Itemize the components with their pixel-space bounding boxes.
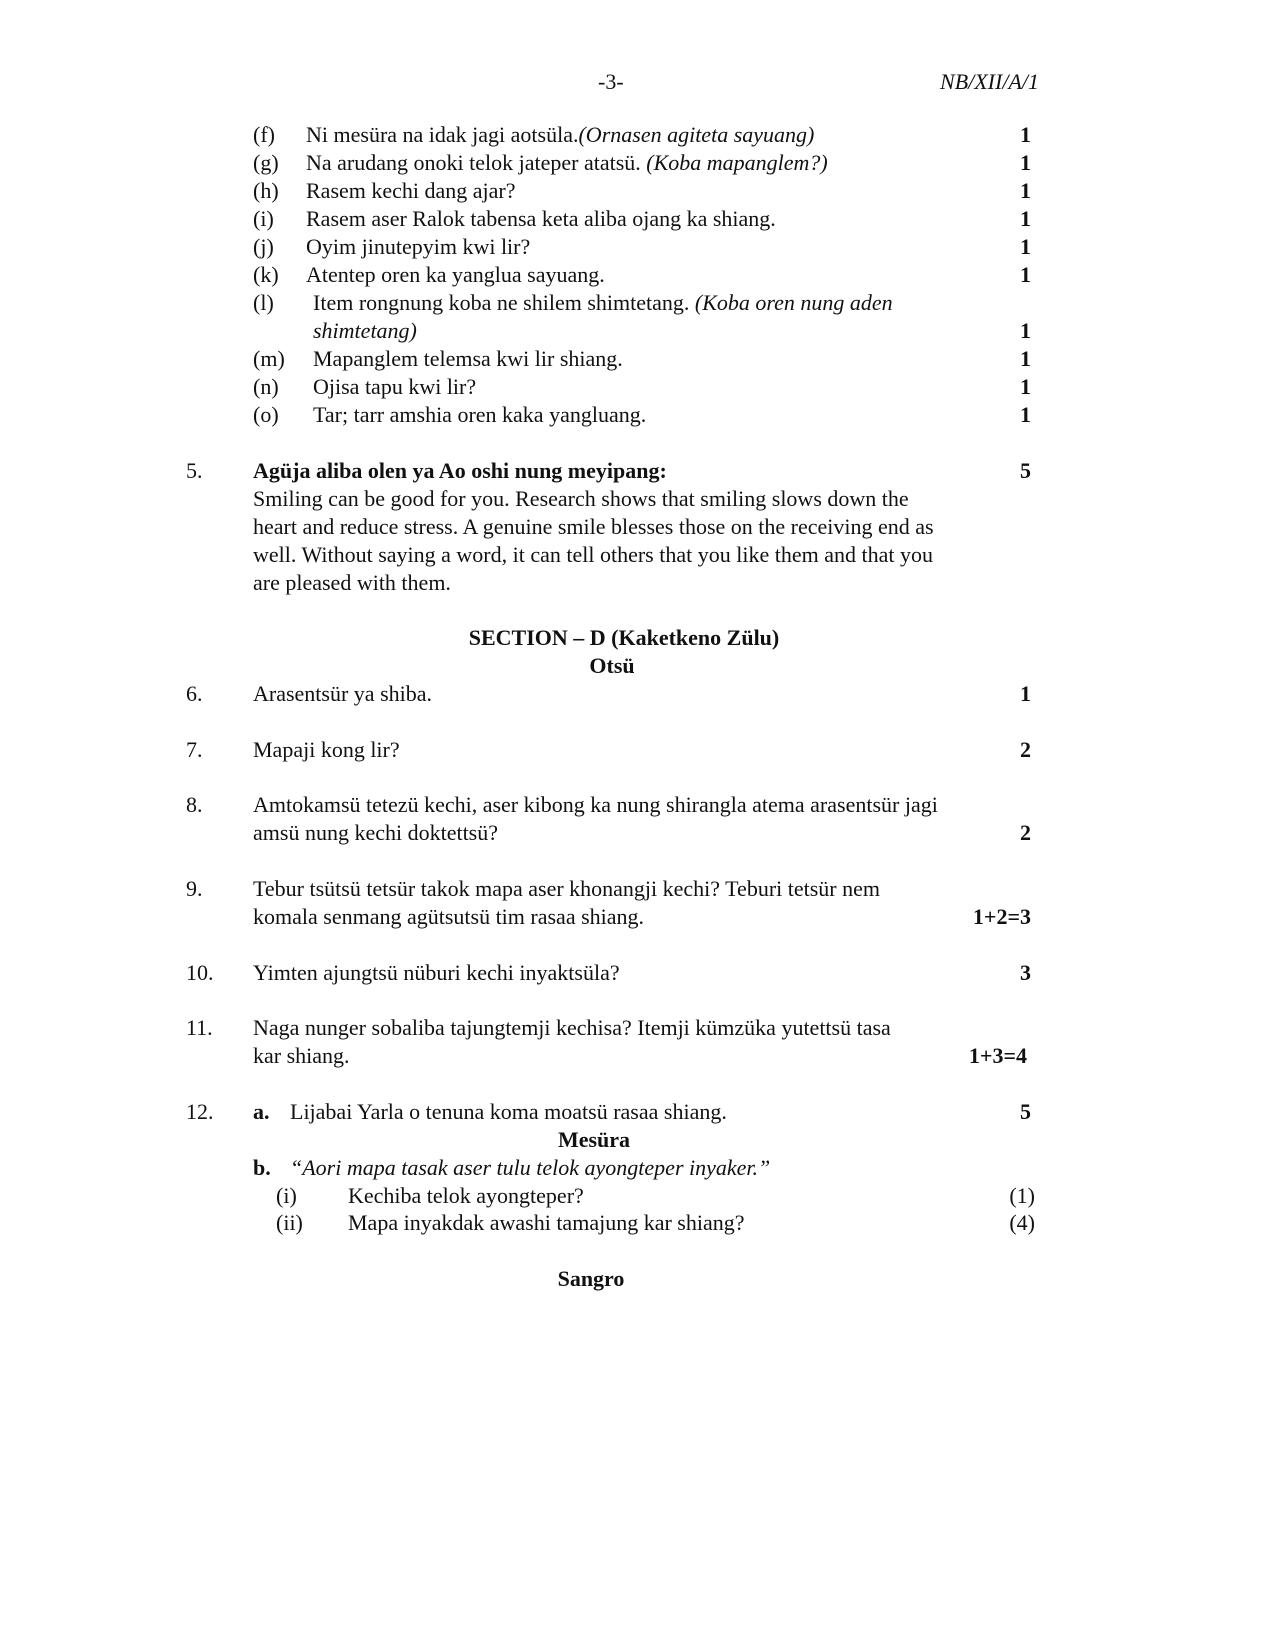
mark: 1 <box>1020 234 1031 259</box>
sub-item-text <box>306 121 814 149</box>
question-number: 6. <box>186 681 203 706</box>
part-mark: (1) <box>1009 1183 1035 1208</box>
question-text: amsü nung kechi doktettsü? <box>253 820 499 845</box>
mark: 1 <box>1020 206 1031 231</box>
part-a-text: Lijabai Yarla o tenuna koma moatsü rasaa shiang. <box>290 1099 727 1124</box>
question-text: kar shiang. <box>253 1043 350 1068</box>
sub-item-label: (k) <box>253 262 279 287</box>
sub-item-label: (n) <box>253 374 279 399</box>
sub-item-label: (o) <box>253 402 279 427</box>
sub-item-text: Oyim jinutepyim kwi lir? <box>306 234 531 259</box>
mark: 1 <box>1020 318 1031 343</box>
mark: 1 <box>1020 262 1031 287</box>
question-text: Amtokamsü tetezü kechi, aser kibong ka nung shirangla atema arasentsür jagi <box>253 792 938 817</box>
sub-item-text: Rasem kechi dang ajar? <box>306 178 516 203</box>
question-text: Tebur tsütsü tetsür takok mapa aser khonangji kechi? Teburi tetsür nem <box>253 876 881 901</box>
question-text: Yimten ajungtsü nüburi kechi inyaktsüla? <box>253 960 620 985</box>
sub-item-plain: Item rongnung koba ne shilem shimtetang. <box>313 290 695 315</box>
mark: 1 <box>1020 122 1031 147</box>
part-text: Kechiba telok ayongteper? <box>348 1183 584 1208</box>
sub-item-italic: (Ornasen agiteta sayuang) <box>578 122 815 147</box>
mark: 1 <box>1020 402 1031 427</box>
sub-item-label: (g) <box>253 150 279 175</box>
section-title: SECTION – D (Kaketkeno Zülu) <box>468 625 780 650</box>
sub-item-text: Ojisa tapu kwi lir? <box>313 374 477 399</box>
sub-item-label: (l) <box>253 290 274 315</box>
mark: 2 <box>1020 820 1031 845</box>
sub-item-label: (m) <box>253 346 285 371</box>
sub-item-text: Mapanglem telemsa kwi lir shiang. <box>313 346 623 371</box>
mark: 5 <box>1020 1099 1031 1124</box>
question-number: 5. <box>186 458 203 483</box>
part-label: (i) <box>276 1183 297 1208</box>
sub-item-label: (f) <box>253 122 275 147</box>
sub-item-italic: (Koba mapanglem?) <box>646 150 828 175</box>
footer-text: Sangro <box>557 1266 625 1291</box>
mark: 1 <box>1020 150 1031 175</box>
sub-item-text: Atentep oren ka yanglua sayuang. <box>306 262 605 287</box>
question-number: 10. <box>186 960 214 985</box>
sub-item-label: (h) <box>253 178 279 203</box>
sub-item-italic: (Koba oren nung aden <box>694 290 893 315</box>
passage-line: Smiling can be good for you. Research shows that smiling slows down the <box>253 486 909 511</box>
question-number: 8. <box>186 792 203 817</box>
sub-item-text: Rasem aser Ralok tabensa keta aliba ojang ka shiang. <box>306 206 776 231</box>
sub-item-italic-continued: shimtetang) <box>313 318 417 343</box>
mark: 2 <box>1020 737 1031 762</box>
mark: 5 <box>1020 458 1031 483</box>
question-heading: Agüja aliba olen ya Ao oshi nung meyipang: <box>253 458 667 483</box>
mark: 1 <box>1020 178 1031 203</box>
part-b-quote: “Aori mapa tasak aser tulu telok ayongteper inyaker.” <box>290 1155 771 1180</box>
subheading: Mesüra <box>557 1127 631 1152</box>
paper-code: NB/XII/A/1 <box>940 69 1039 94</box>
mark: 1 <box>1020 681 1031 706</box>
sub-item-plain: Na arudang onoki telok jateper atatsü. <box>306 150 647 175</box>
sub-item-label: (i) <box>253 206 274 231</box>
question-number: 7. <box>186 737 203 762</box>
sub-item-text: Tar; tarr amshia oren kaka yangluang. <box>313 402 647 427</box>
section-subtitle: Otsü <box>589 653 635 678</box>
sub-item-plain: Ni mesüra na idak jagi aotsüla. <box>306 122 579 147</box>
question-number: 9. <box>186 876 203 901</box>
mark: 3 <box>1020 960 1031 985</box>
sub-item-text <box>306 149 828 177</box>
part-b-label: b. <box>253 1155 271 1180</box>
passage-line: well. Without saying a word, it can tell others that you like them and that you <box>253 542 933 567</box>
question-text: Arasentsür ya shiba. <box>253 681 433 706</box>
part-label: (ii) <box>276 1210 303 1235</box>
mark: 1 <box>1020 374 1031 399</box>
question-text: komala senmang agütsutsü tim rasaa shiang. <box>253 904 645 929</box>
mark: 1+2=3 <box>972 904 1031 929</box>
page-number: -3- <box>598 69 624 94</box>
part-text: Mapa inyakdak awashi tamajung kar shiang? <box>348 1210 745 1235</box>
question-number: 12. <box>186 1099 214 1124</box>
question-number: 11. <box>186 1015 213 1040</box>
part-mark: (4) <box>1009 1210 1035 1235</box>
mark: 1+3=4 <box>968 1043 1027 1068</box>
question-text: Mapaji kong lir? <box>253 737 400 762</box>
passage-line: are pleased with them. <box>253 570 451 595</box>
sub-item-text <box>313 289 893 317</box>
question-text: Naga nunger sobaliba tajungtemji kechisa? Itemji kümzüka yutettsü tasa <box>253 1015 891 1040</box>
mark: 1 <box>1020 346 1031 371</box>
sub-item-label: (j) <box>253 234 274 259</box>
passage-line: heart and reduce stress. A genuine smile blesses those on the receiving end as <box>253 514 934 539</box>
part-a-label: a. <box>253 1099 270 1124</box>
